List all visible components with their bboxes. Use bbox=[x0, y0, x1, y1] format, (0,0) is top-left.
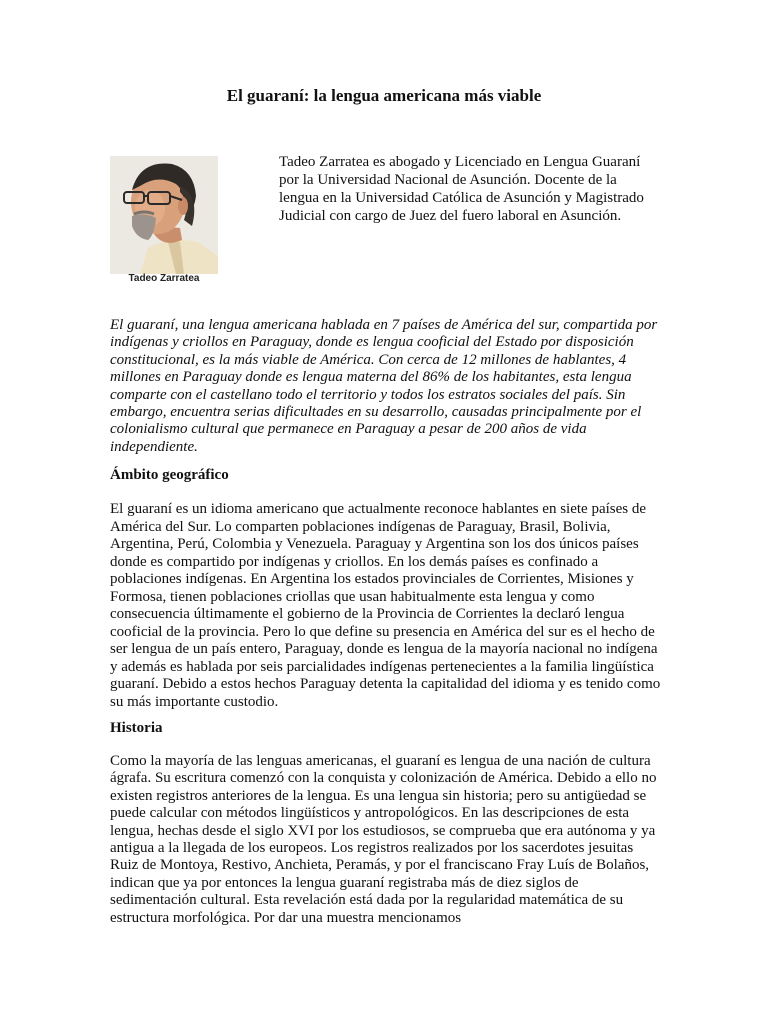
section-body-historia: Como la mayoría de las lenguas americanas, el guaraní es lengua de una nación de cultura ágrafa. Su escritura comenzó con la conquista y colonización de América. Debido a ello no existen registros anteriores de la lengua. Es una lengua sin historia; pero su antigüedad se puede calcular con métodos lingüísticos y antropológicos. En las descripciones de esta lengua, hechas desde el siglo XVI por los estudiosos, se comprueba que era autónoma y ya antigua a la llegada de los europeos. Los registros realizados por los sacerdotes jesuitas Ruiz de Montoya, Restivo, Anchieta, Peramás, y por el franciscano Fray Luís de Bolaños, indican que ya por entonces la lengua guaraní registraba más de diez siglos de sedimentación cultural. Esta revelación está dada por la regularidad matemática de su estructura morfológica. Por dar una muestra mencionamos bbox=[110, 753, 657, 926]
author-bio: Tadeo Zarratea es abogado y Licenciado en Lengua Guaraní por la Universidad Nacional de Asunción. Docente de la lengua en la Universidad Católica de Asunción y Magistrado Judicial con cargo de Juez del fuero laboral en Asunción. bbox=[279, 154, 644, 224]
section-body-ambito: El guaraní es un idioma americano que actualmente reconoce hablantes en siete países de América del Sur. Lo comparten poblaciones indígenas de Paraguay, Brasil, Bolivia, Argentina, Perú, Colombia y Venezuela. Paraguay y Argentina son los dos únicos países donde es compartido por indígenas y criollos. En los demás países es confinado a poblaciones indígenas. En Argentina los estados provinciales de Corrientes, Misiones y Formosa, tienen poblaciones criollas que usan habitualmente esta lengua y como consecuencia últimamente el gobierno de la Provincia de Corrientes la declaró lengua cooficial de la provincia. Pero lo que define su presencia en América del sur es el hecho de ser lengua de un país entero, Paraguay, donde es lengua de la mayoría nacional no indígena y además es hablada por seis parcialidades indígenas pertenecientes a la familia lingüística guaraní. Debido a estos hechos Paraguay detenta la capitalidad del idioma y es tenido como su más importante custodio. bbox=[110, 501, 661, 710]
section-heading-ambito: Ámbito geográfico bbox=[110, 467, 229, 483]
page-title: El guaraní: la lengua americana más viable bbox=[226, 86, 542, 105]
photo-caption: Tadeo Zarratea bbox=[128, 273, 200, 284]
author-photo bbox=[110, 156, 218, 288]
abstract-paragraph: El guaraní, una lengua americana hablada en 7 países de América del sur, compartida por indígenas y criollos en Paraguay, donde es lengua cooficial del Estado por disposición constitucional, es la más viable de América. Con cerca de 12 millones de hablantes, 4 millones en Paraguay donde es lengua materna del 86% de los habitantes, esta lengua comparte con el castellano todo el territorio y todos los estratos sociales del país. Sin embargo, encuentra serias dificultades en su desarrollo, causadas principalmente por el colonialismo cultural que permanece en Paraguay a pesar de 200 años de vida independiente. bbox=[110, 317, 658, 455]
section-heading-historia: Historia bbox=[110, 720, 163, 736]
